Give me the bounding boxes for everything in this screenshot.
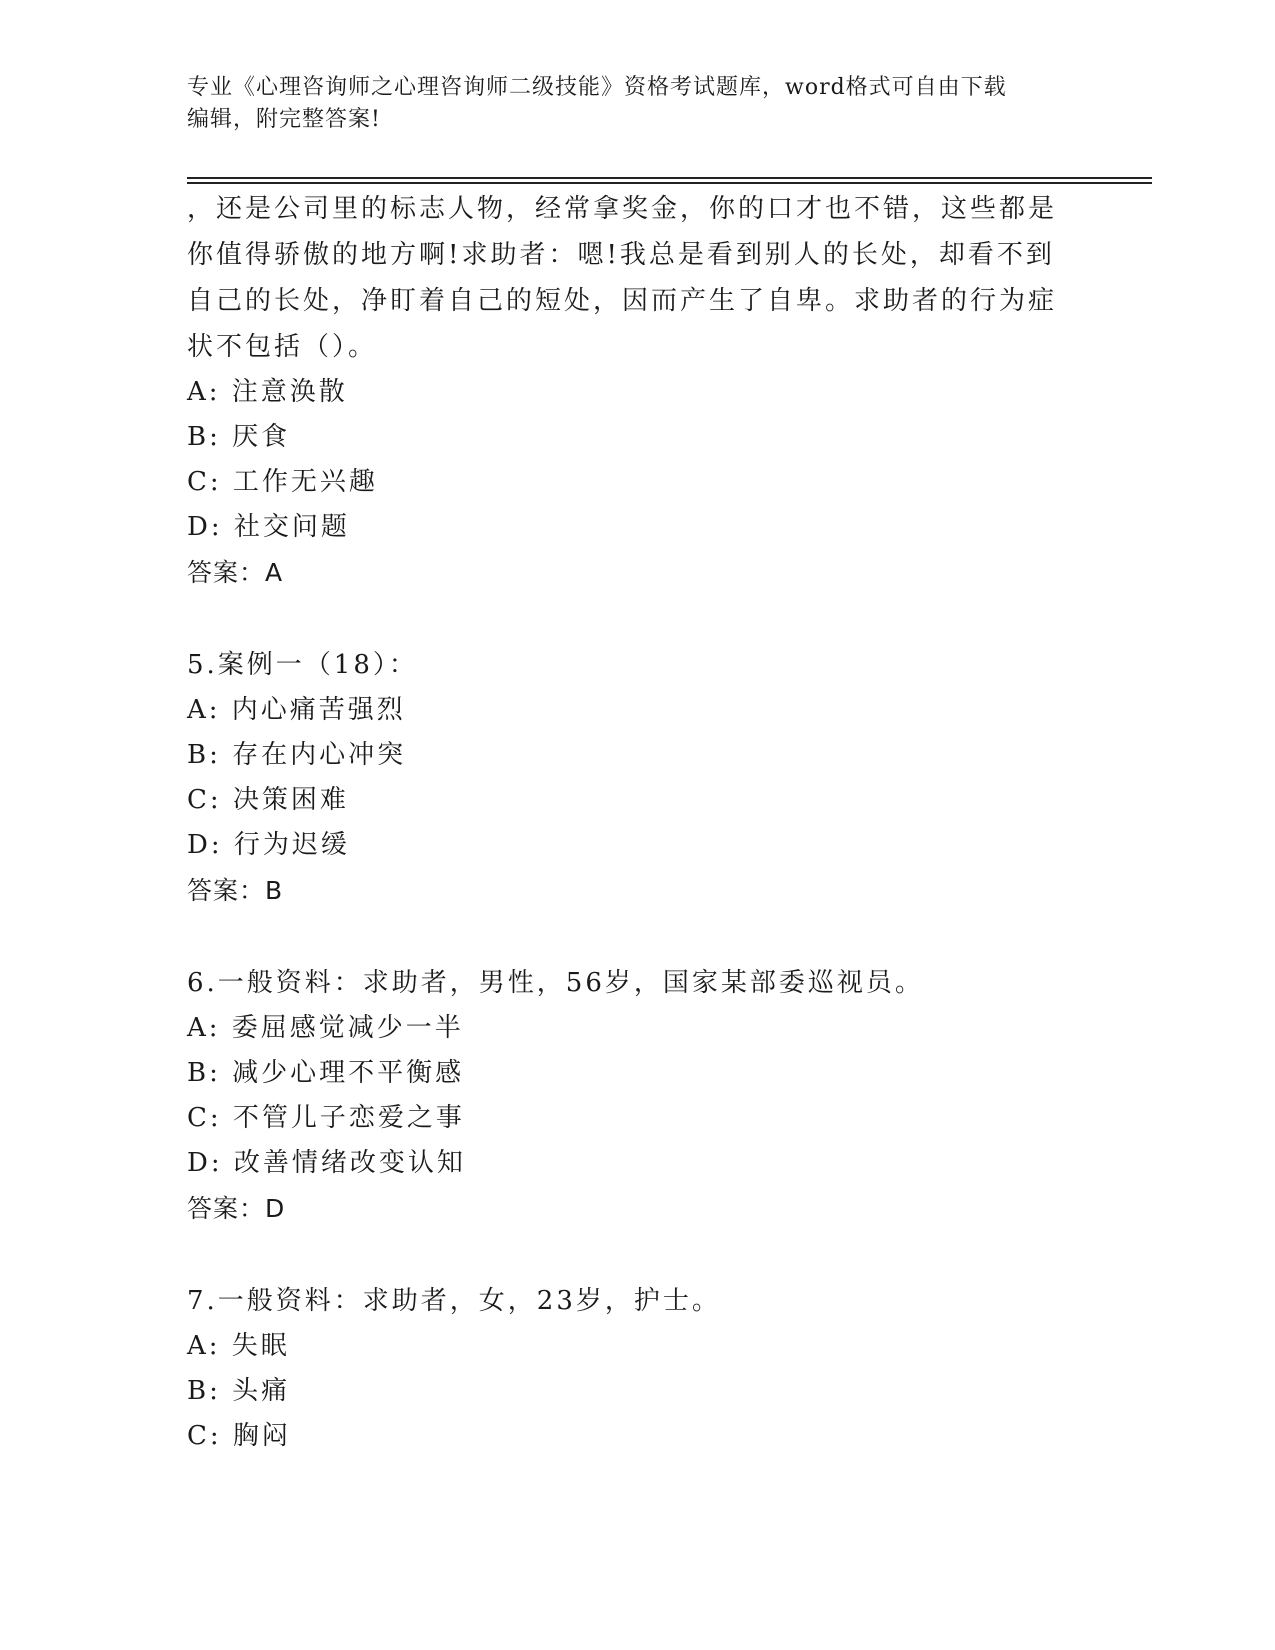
spacer xyxy=(187,1232,1067,1278)
question-5-title: 5.案例一（18）： xyxy=(187,650,418,680)
question-5-option-a: A: 内心痛苦强烈 xyxy=(187,695,406,725)
question-7-title: 7.一般资料：求助者，女，23岁，护士。 xyxy=(187,1286,721,1316)
question-4-option-d: D: 社交问题 xyxy=(187,512,350,542)
header-rule-top xyxy=(187,177,1152,179)
question-5-answer: 答案：B xyxy=(187,876,284,905)
question-list xyxy=(187,186,1067,1459)
question-6-title: 6.一般资料：求助者，男性，56岁，国家某部委巡视员。 xyxy=(187,968,924,998)
question-5-option-d: D: 行为迟缓 xyxy=(187,830,350,860)
question-5 xyxy=(187,642,1067,914)
question-4-option-a: A: 注意涣散 xyxy=(187,377,348,407)
spacer xyxy=(187,914,1067,960)
question-4-option-c: C: 工作无兴趣 xyxy=(187,467,378,497)
header-line-1: 专业《心理咨询师之心理咨询师二级技能》资格考试题库，word格式可自由下载 xyxy=(187,75,1007,100)
question-6-option-c: C: 不管儿子恋爱之事 xyxy=(187,1103,465,1133)
document-header xyxy=(187,72,1087,136)
question-7-option-b: B: 头痛 xyxy=(187,1376,291,1406)
question-4-option-b: B: 厌食 xyxy=(187,422,291,452)
question-5-option-b: B: 存在内心冲突 xyxy=(187,740,407,770)
question-7-option-a: A: 失眠 xyxy=(187,1331,290,1361)
question-4 xyxy=(187,186,1067,596)
question-6-answer: 答案：D xyxy=(187,1194,286,1223)
spacer xyxy=(187,596,1067,642)
question-6 xyxy=(187,960,1067,1232)
header-rule-bottom xyxy=(187,182,1152,184)
question-6-option-b: B: 减少心理不平衡感 xyxy=(187,1058,465,1088)
question-5-option-c: C: 决策困难 xyxy=(187,785,349,815)
header-line-2: 编辑，附完整答案! xyxy=(187,107,381,132)
question-4-text: ，还是公司里的标志人物，经常拿奖金，你的口才也不错，这些都是你值得骄傲的地方啊!求助者：嗯!我总是看到别人的长处，却看不到自己的长处，净盯着自己的短处，因而产生了自卑。求助者的行为症状不包括（）。 xyxy=(187,194,1058,362)
question-6-option-d: D: 改善情绪改变认知 xyxy=(187,1148,466,1178)
question-4-answer: 答案：A xyxy=(187,558,284,587)
question-7-option-c: C: 胸闷 xyxy=(187,1421,291,1451)
question-7 xyxy=(187,1278,1067,1459)
question-6-option-a: A: 委屈感觉减少一半 xyxy=(187,1013,464,1043)
